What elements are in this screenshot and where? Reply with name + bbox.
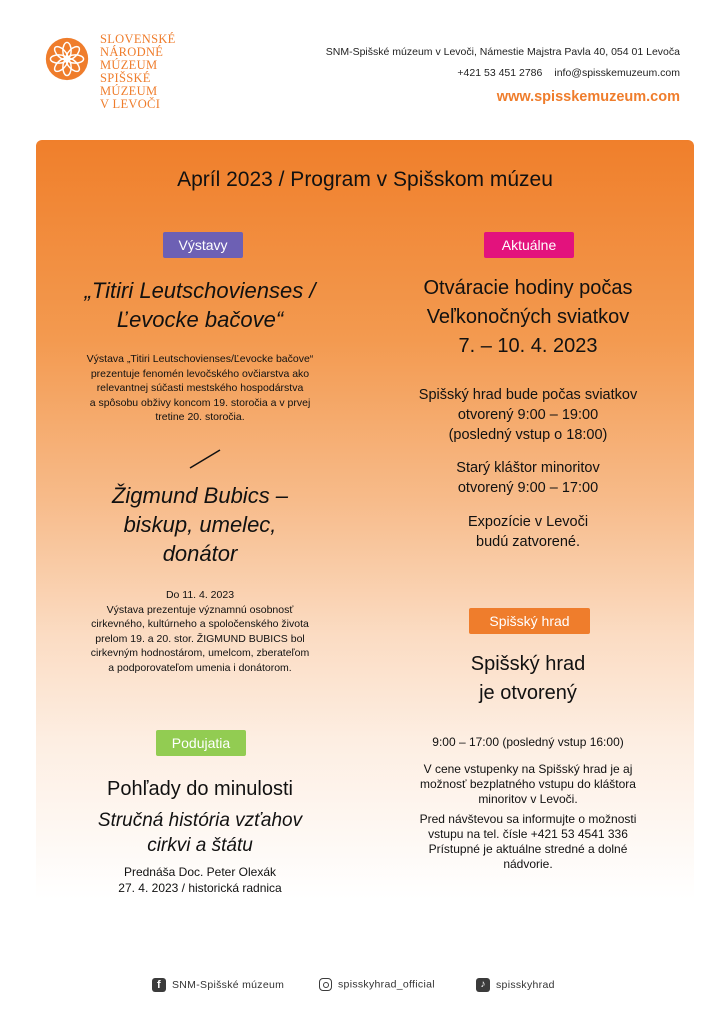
castle-opening-time: 9:00 – 17:00 (posledný vstup 16:00) bbox=[432, 735, 624, 749]
easter-hours-title: Otváracie hodiny počas Veľkonočných sviatkov 7. – 10. 4. 2023 bbox=[423, 277, 633, 357]
phone: +421 53 451 2786 bbox=[457, 67, 543, 79]
event-details: Prednáša Doc. Peter Olexák 27. 4. 2023 / historická radnica bbox=[118, 865, 282, 895]
exhibitions-closed-note: Expozície v Levoči budú zatvorené. bbox=[467, 514, 589, 550]
exhibit1-description: Výstava „Titiri Leutschovienses/Ľevocke bačove“ prezentuje fenomén levočského ovčiarstva ako relevantnej súčasti mestského hospodárstva a spôsobu obživy koncom 19. storočia a v prvej tretine 20. storočia. bbox=[86, 353, 314, 423]
exhibit2-description: Do 11. 4. 2023 Výstava prezentuje významnú osobnosť cirkevného, kultúrneho a spoločenského života prelom 19. a 20. stor. ŽIGMUND BUBICS bol cirkevným hodnostárom, umelcom, zberateľom a podporovateľom umenia i donátorom. bbox=[90, 589, 310, 674]
museum-logo-text: SLOVENSKÉ NÁRODNÉ MÚZEUM SPIŠSKÉ MÚZEUM V LEVOČI bbox=[100, 32, 176, 111]
address: SNM-Spišské múzeum v Levoči, Námestie Majstra Pavla 40, 054 01 Levoča bbox=[325, 46, 680, 58]
flower-logo-icon bbox=[44, 36, 90, 82]
badge-current: Aktuálne bbox=[484, 232, 574, 258]
instagram-link[interactable]: spisskyhrad_official bbox=[319, 978, 435, 991]
exhibit1-title: „Titiri Leutschovienses / Ľevocke bačove“ bbox=[84, 278, 316, 332]
contact-line bbox=[457, 67, 680, 79]
badge-exhibitions: Výstavy bbox=[163, 232, 243, 258]
badge-events: Podujatia bbox=[156, 730, 246, 756]
facebook-link[interactable]: f SNM-Spišské múzeum bbox=[152, 978, 284, 992]
tiktok-link[interactable]: ♪ spisskyhrad bbox=[476, 978, 555, 992]
page-title: Apríl 2023 / Program v Spišskom múzeu bbox=[177, 168, 553, 191]
castle-easter-hours: Spišský hrad bude počas sviatkov otvorený 9:00 – 19:00 (posledný vstup o 18:00) bbox=[418, 387, 638, 443]
castle-open-title: Spišský hrad je otvorený bbox=[470, 653, 586, 704]
badge-castle: Spišský hrad bbox=[469, 608, 590, 634]
castle-access-info: Pred návštevou sa informujte o možnosti vstupu na tel. čísle +421 53 4541 336 Prístupné je aktuálne stredné a dolné nádvorie. bbox=[419, 812, 637, 871]
instagram-icon bbox=[319, 978, 332, 991]
monastery-hours: Starý kláštor minoritov otvorený 9:00 – 17:00 bbox=[456, 460, 600, 496]
email-link[interactable]: info@spisskemuzeum.com bbox=[554, 67, 680, 79]
event-title: Pohľady do minulosti bbox=[107, 778, 293, 800]
tiktok-icon: ♪ bbox=[476, 978, 490, 992]
website-link[interactable]: www.spisskemuzeum.com bbox=[496, 89, 680, 105]
separator-slash bbox=[188, 449, 222, 469]
event-subtitle: Stručná história vzťahov cirkvi a štátu bbox=[97, 810, 303, 856]
exhibit2-title: Žigmund Bubics – biskup, umelec, donátor bbox=[111, 483, 289, 566]
facebook-icon: f bbox=[152, 978, 166, 992]
castle-ticket-info: V cene vstupenky na Spišský hrad je aj možnosť bezplatného vstupu do kláštora minoritov v Levoči. bbox=[420, 762, 636, 806]
